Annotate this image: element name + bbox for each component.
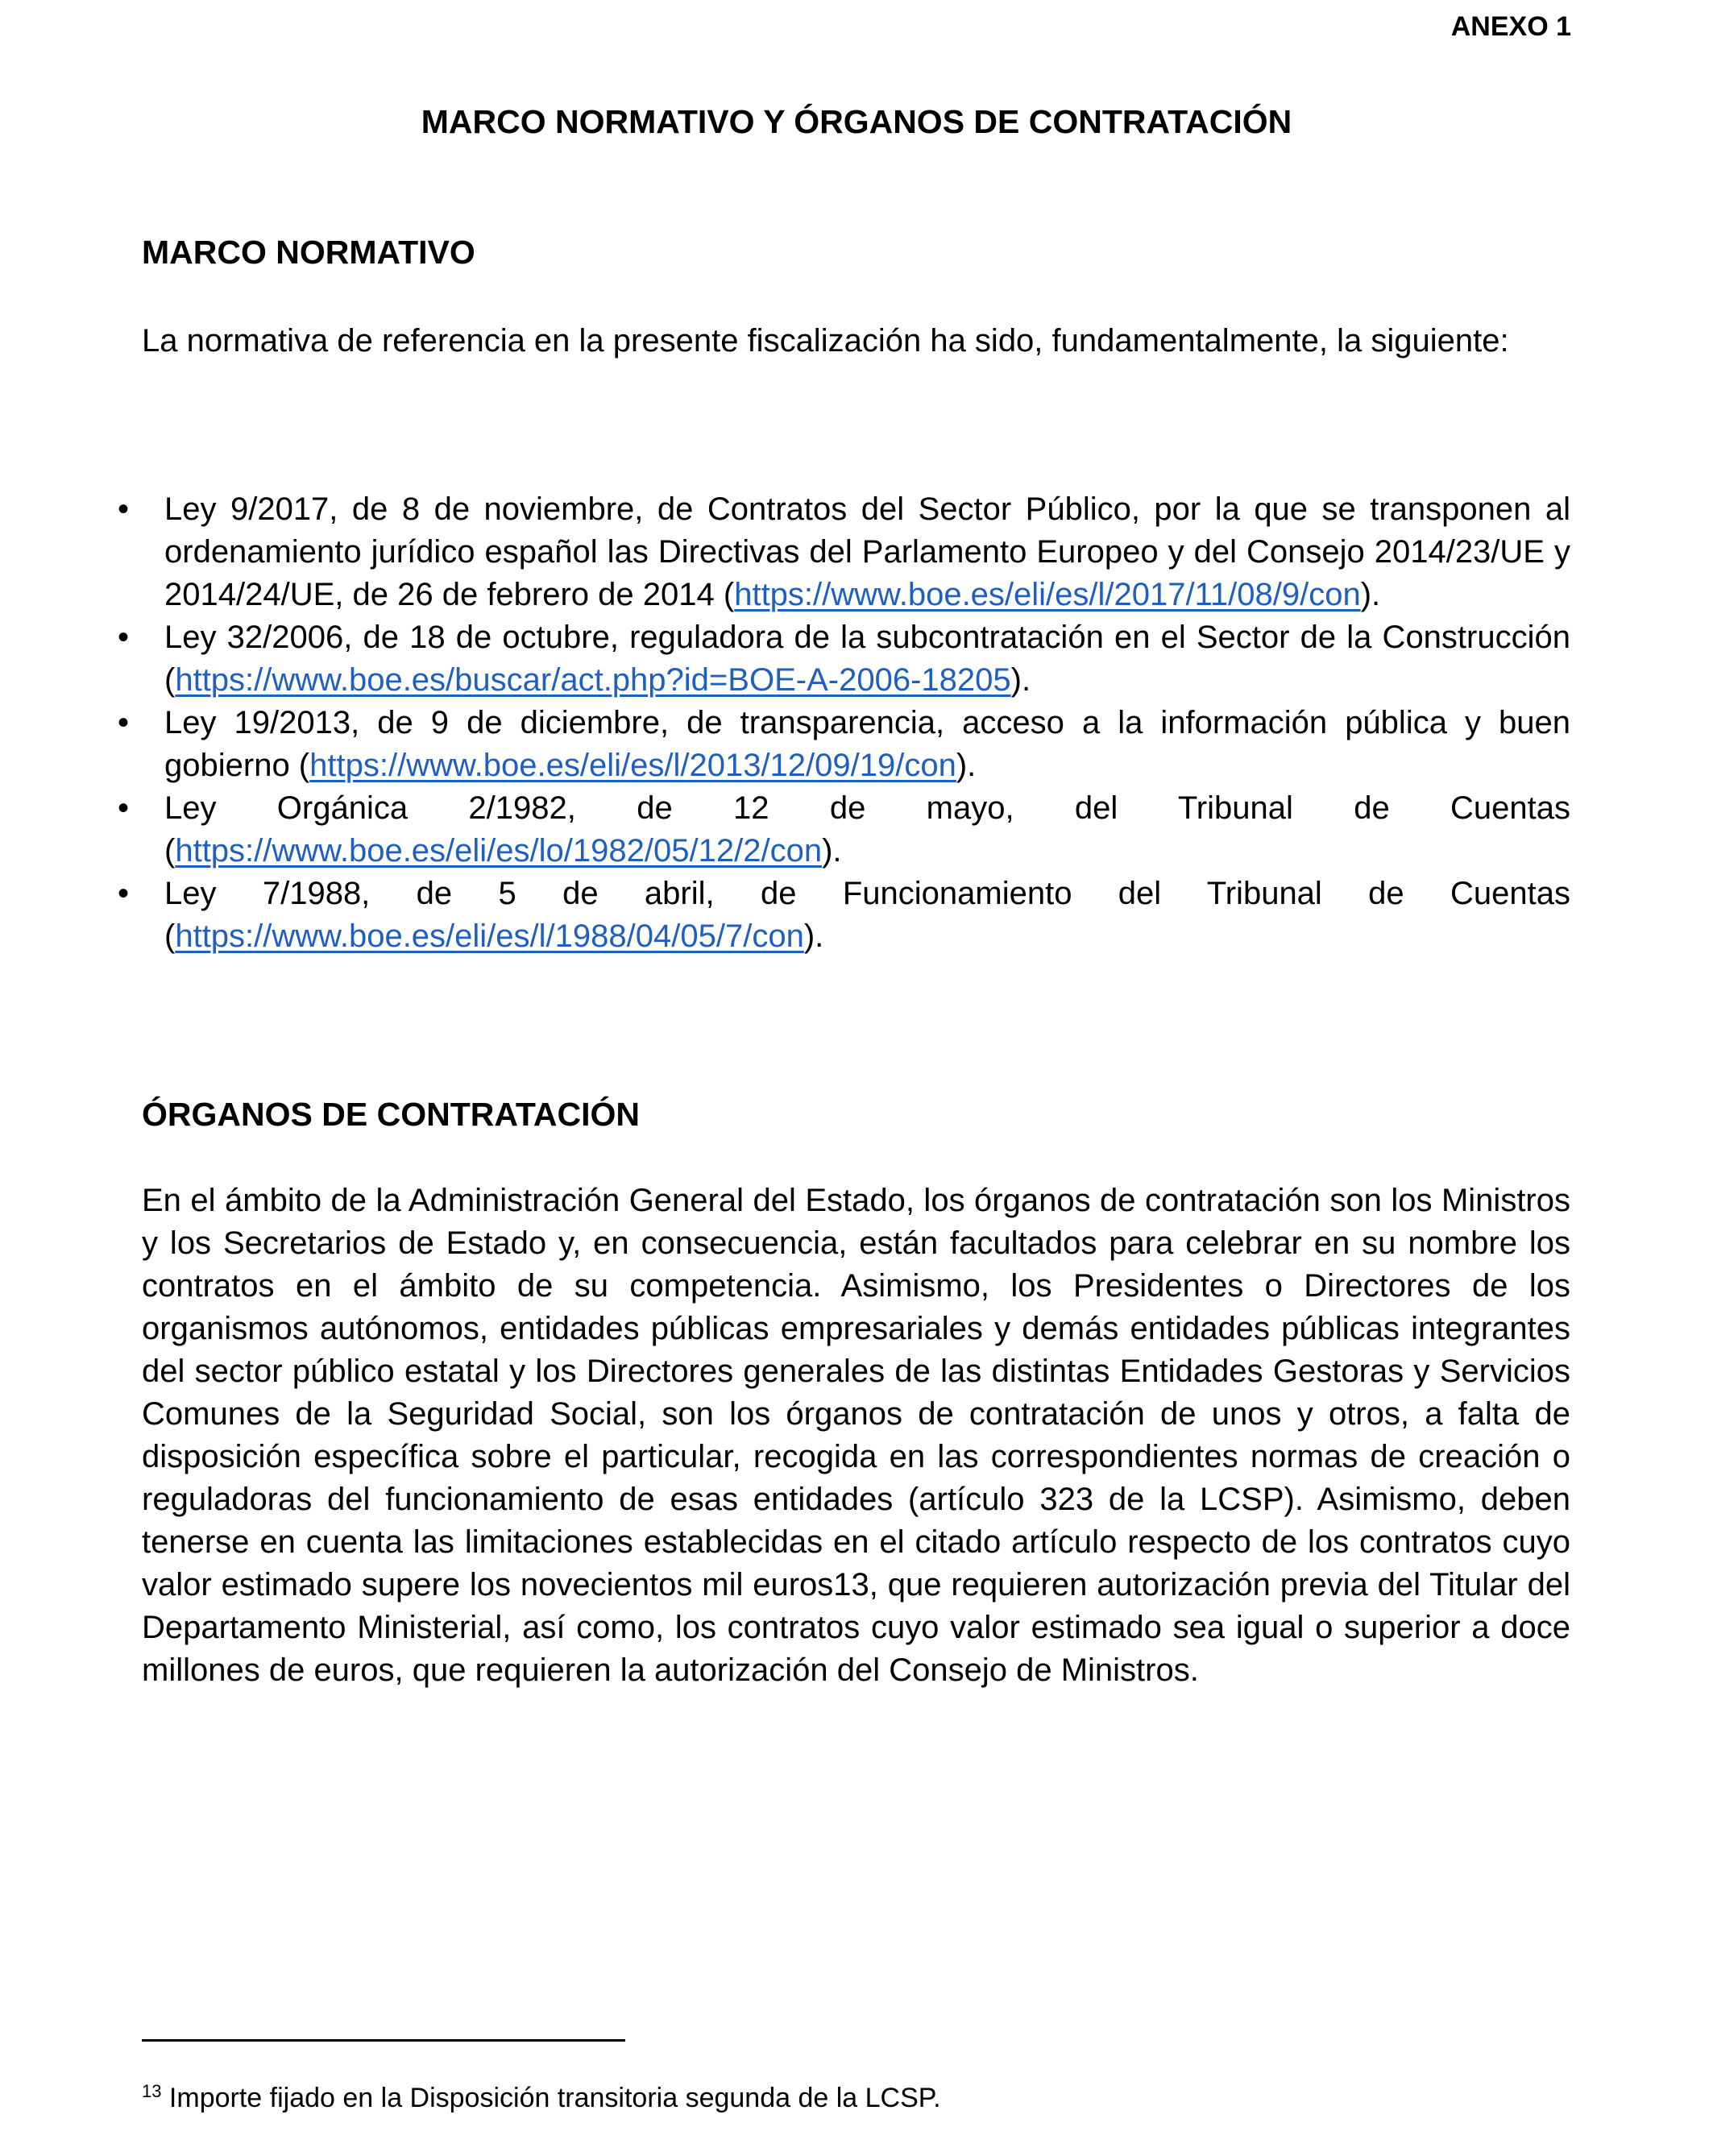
section-heading-marco-normativo: MARCO NORMATIVO bbox=[142, 234, 475, 271]
list-item: • Ley Orgánica 2/1982, de 12 de mayo, del Tribunal de Cuentas (https://www.boe.es/eli/es/lo/1982/05/12/2/con). bbox=[164, 787, 1570, 873]
list-item: • Ley 9/2017, de 8 de noviembre, de Contratos del Sector Público, por la que se transponen al ordenamiento jurídico español las Directivas del Parlamento Europeo y del Consejo 2014/23/UE y 2014/24/UE, de 26 de febrero de 2014 (https://www.boe.es/eli/es/l/2017/11/08/9/con). bbox=[164, 488, 1570, 616]
bullet-icon: • bbox=[118, 705, 130, 740]
boe-link[interactable]: https://www.boe.es/eli/es/lo/1982/05/12/2/con bbox=[175, 833, 823, 869]
boe-link[interactable]: https://www.boe.es/eli/es/l/2017/11/08/9/con bbox=[734, 577, 1361, 612]
item-text: Ley Orgánica 2/1982, de 12 de mayo, del Tribunal de Cuentas bbox=[164, 790, 1570, 826]
footnote bbox=[142, 2081, 941, 2114]
intro-paragraph: La normativa de referencia en la presente fiscalización ha sido, fundamentalmente, la siguiente: bbox=[142, 323, 1509, 359]
section-heading-organos: ÓRGANOS DE CONTRATACIÓN bbox=[142, 1096, 641, 1133]
list-item: • Ley 7/1988, de 5 de abril, de Funcionamiento del Tribunal de Cuentas (https://www.boe.es/eli/es/l/1988/04/05/7/con). bbox=[164, 873, 1570, 958]
bullet-icon: • bbox=[118, 491, 130, 527]
bullet-icon: • bbox=[118, 620, 130, 655]
footnote-separator bbox=[142, 2039, 625, 2042]
item-text: Ley 32/2006, de 18 de octubre, reguladora de la subcontratación en el Sector de la Construcción bbox=[164, 620, 1570, 655]
page-title: MARCO NORMATIVO Y ÓRGANOS DE CONTRATACIÓN bbox=[421, 103, 1292, 140]
boe-link[interactable]: https://www.boe.es/buscar/act.php?id=BOE-A-2006-18205 bbox=[175, 662, 1011, 698]
bullet-icon: • bbox=[118, 790, 130, 826]
annex-label: ANEXO 1 bbox=[1450, 11, 1571, 42]
boe-link[interactable]: https://www.boe.es/eli/es/l/2013/12/09/19/con bbox=[309, 748, 956, 783]
bullet-icon: • bbox=[118, 876, 130, 911]
footnote-text: Importe fijado en la Disposición transitoria segunda de la LCSP. bbox=[161, 2083, 941, 2113]
legislation-list bbox=[0, 488, 1713, 958]
organos-paragraph: En el ámbito de la Administración General del Estado, los órganos de contratación son los Ministros y los Secretarios de Estado y, en consecuencia, están facultados para celebrar en su nombre los contratos en el ámbito de su competencia. Asimismo, los Presidentes o Directores de los organismos autónomos, entidades públicas empresariales y demás entidades públicas integrantes del sector público estatal y los Directores generales de las distintas Entidades Gestoras y Servicios Comunes de la Seguridad Social, son los órganos de contratación de unos y otros, a falta de disposición específica sobre el particular, recogida en las correspondientes normas de creación o reguladoras del funcionamiento de esas entidades (artículo 323 de la LCSP). Asimismo, deben tenerse en cuenta las limitaciones establecidas en el citado artículo respecto de los contratos cuyo valor estimado supere los novecientos mil euros13, que requieren autorización previa del Titular del Departamento Ministerial, así como, los contratos cuyo valor estimado sea igual o superior a doce millones de euros, que requieren la autorización del Consejo de Ministros. bbox=[142, 1183, 1570, 1688]
list-item: • Ley 19/2013, de 9 de diciembre, de transparencia, acceso a la información pública y buen gobierno (https://www.boe.es/eli/es/l/2013/12/09/19/con). bbox=[164, 702, 1570, 787]
boe-link[interactable]: https://www.boe.es/eli/es/l/1988/04/05/7/con bbox=[175, 918, 804, 954]
item-text: Ley 9/2017, de 8 de noviembre, de Contratos del Sector Público, por la que se transponen al ordenamiento jurídico español las Directivas del Parlamento Europeo y del Consejo 2014/23/UE y 2014/24/UE, de 26 de febrero de 2014 bbox=[164, 491, 1570, 612]
item-text: Ley 7/1988, de 5 de abril, de Funcionamiento del Tribunal de Cuentas bbox=[164, 876, 1570, 911]
footnote-number: 13 bbox=[142, 2081, 162, 2101]
list-item: • Ley 32/2006, de 18 de octubre, reguladora de la subcontratación en el Sector de la Construcción (https://www.boe.es/buscar/act.php?id=BOE-A-2006-18205). bbox=[164, 616, 1570, 702]
item-text: Ley 19/2013, de 9 de diciembre, de transparencia, acceso a la información pública y buen gobierno bbox=[164, 705, 1570, 783]
